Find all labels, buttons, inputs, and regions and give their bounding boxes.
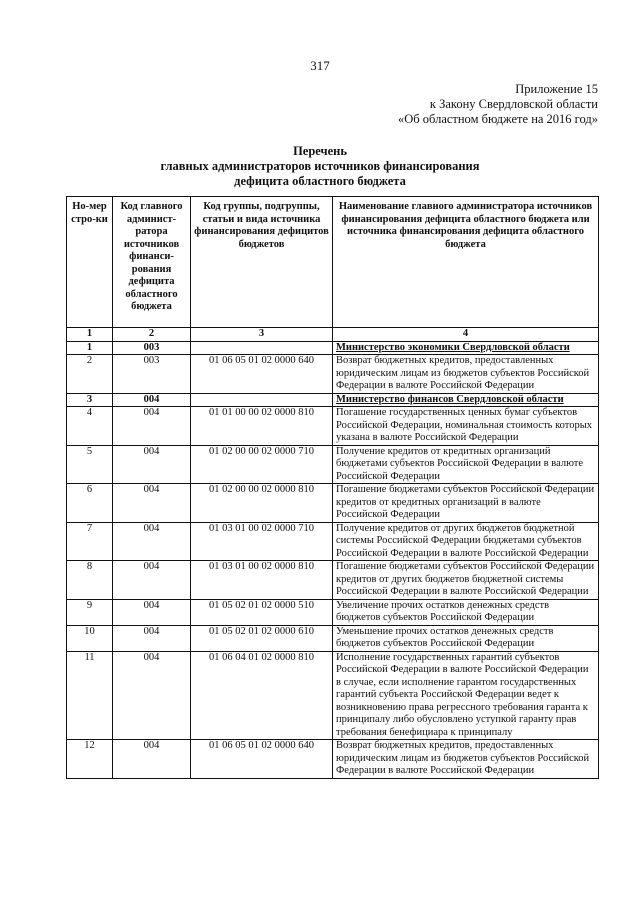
source-code: 01 03 01 00 02 0000 710 [191,522,333,561]
header-source-code: Код группы, подгруппы, статьи и вида источника финансирования дефицитов бюджетов [191,197,333,328]
row-number: 12 [67,740,113,779]
row-name: Погашение бюджетами субъектов Российской Федерации кредитов от других бюджетов бюджетной системы Российской Федерации в валюте Российской Федерации [333,561,599,600]
header-admin-code: Код главного админист-ратора источников финанси-рования дефицита областного бюджета [113,197,191,328]
row-name: Возврат бюджетных кредитов, предоставленных юридическим лицам из бюджетов субъектов Российской Федерации в валюте Российской Федерации [333,740,599,779]
header-name: Наименование главного администратора источников финансирования дефицита областного бюджета или источника финансирования дефицита областного бюджета [333,197,599,328]
column-number-row [67,328,599,342]
appendix-line-3: «Об областном бюджете на 2016 год» [398,112,598,126]
appendix-line-1: Приложение 15 [515,82,598,96]
row-number: 6 [67,484,113,523]
column-number: 1 [67,328,113,342]
admin-code: 004 [113,393,191,407]
admin-code: 004 [113,625,191,651]
row-name: Погашение бюджетами субъектов Российской Федерации кредитов от кредитных организаций в валюте Российской Федерации [333,484,599,523]
column-number: 4 [333,328,599,342]
administrators-table [66,196,599,779]
source-code: 01 03 01 00 02 0000 810 [191,561,333,600]
title-line-3: дефицита областного бюджета [234,174,406,188]
table-row [67,407,599,446]
table-row [67,522,599,561]
row-number: 2 [67,355,113,394]
admin-code: 004 [113,407,191,446]
column-number: 3 [191,328,333,342]
source-code: 01 06 05 01 02 0000 640 [191,740,333,779]
table-row [67,561,599,600]
row-number: 11 [67,651,113,740]
source-code: 01 06 05 01 02 0000 640 [191,355,333,394]
table-row [67,651,599,740]
table-row [67,445,599,484]
admin-code: 004 [113,561,191,600]
admin-code: 003 [113,355,191,394]
row-number: 4 [67,407,113,446]
row-name: Получение кредитов от других бюджетов бюджетной системы Российской Федерации бюджетами субъектов Российской Федерации в валюте Российской Федерации [333,522,599,561]
appendix-block [398,82,598,127]
source-code: 01 05 02 01 02 0000 610 [191,625,333,651]
source-code: 01 01 00 00 02 0000 810 [191,407,333,446]
row-name: Увеличение прочих остатков денежных средств бюджетов субъектов Российской Федерации [333,599,599,625]
row-name: Министерство экономики Свердловской области [333,341,599,355]
source-code [191,393,333,407]
admin-code: 004 [113,445,191,484]
row-number: 7 [67,522,113,561]
row-number: 9 [67,599,113,625]
table-row [67,625,599,651]
admin-code: 004 [113,484,191,523]
table-row [67,484,599,523]
source-code [191,341,333,355]
row-name: Уменьшение прочих остатков денежных средств бюджетов субъектов Российской Федерации [333,625,599,651]
document-title [0,144,640,189]
table-row [67,393,599,407]
admin-code: 003 [113,341,191,355]
table-row [67,355,599,394]
row-name: Министерство финансов Свердловской области [333,393,599,407]
admin-code: 004 [113,599,191,625]
title-line-2: главных администраторов источников финансирования [160,159,480,173]
table-row [67,740,599,779]
row-name: Исполнение государственных гарантий субъектов Российской Федерации в валюте Российской Федерации в случае, если исполнение гарантом государственных гарантий субъекта Российской Федерации ведет к возникновению права регрессного требования гаранта к принципалу либо обусловлено уступкой гаранту прав требования бенефициара к принципалу [333,651,599,740]
appendix-line-2: к Закону Свердловской области [429,97,598,111]
row-number: 5 [67,445,113,484]
row-number: 1 [67,341,113,355]
row-number: 3 [67,393,113,407]
row-number: 8 [67,561,113,600]
header-row [67,197,599,328]
table-row [67,599,599,625]
table-row [67,341,599,355]
source-code: 01 02 00 00 02 0000 810 [191,484,333,523]
row-name: Погашение государственных ценных бумаг субъектов Российской Федерации, номинальная стоимость которых указана в валюте Российской Федерации [333,407,599,446]
source-code: 01 06 04 01 02 0000 810 [191,651,333,740]
title-line-1: Перечень [293,144,347,158]
column-number: 2 [113,328,191,342]
admin-code: 004 [113,522,191,561]
row-number: 10 [67,625,113,651]
admin-code: 004 [113,740,191,779]
row-name: Получение кредитов от кредитных организаций бюджетами субъектов Российской Федерации в валюте Российской Федерации [333,445,599,484]
source-code: 01 02 00 00 02 0000 710 [191,445,333,484]
row-name: Возврат бюджетных кредитов, предоставленных юридическим лицам из бюджетов субъектов Российской Федерации в валюте Российской Федерации [333,355,599,394]
admin-code: 004 [113,651,191,740]
header-row-number: Но-мер стро-ки [67,197,113,328]
page-number: 317 [310,58,330,73]
source-code: 01 05 02 01 02 0000 510 [191,599,333,625]
